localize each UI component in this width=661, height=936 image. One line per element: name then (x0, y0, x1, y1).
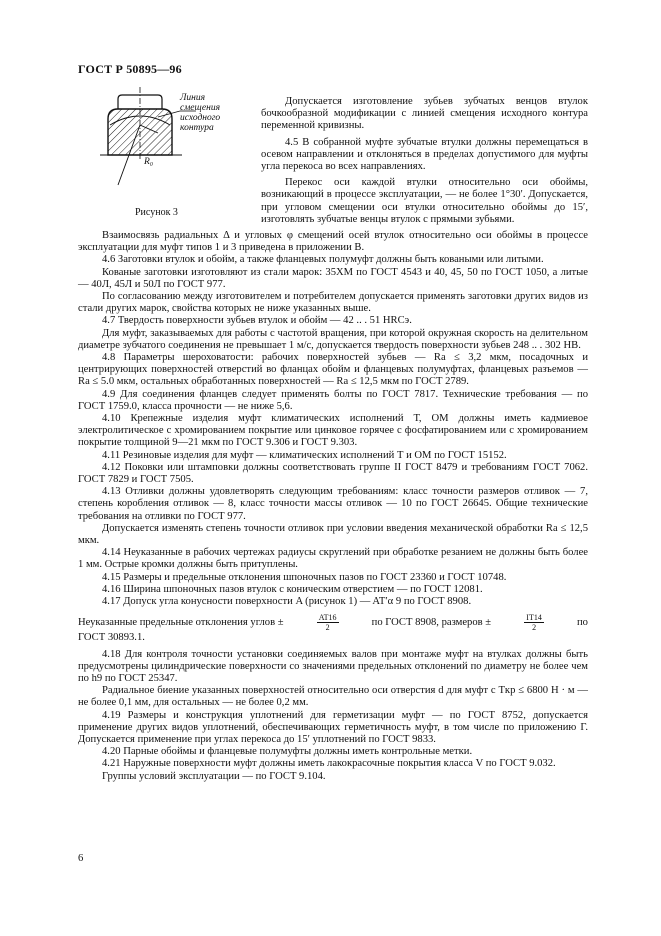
figure-label-line-2: смещения (180, 103, 220, 113)
paragraph: 4.19 Размеры и конструкция уплотнений для герметизации муфт — по ГОСТ 8752, допускается применение других видов уплотнений, обеспечивающих герметичность муфт, в том числе по приложению Г. Допускается применение при углах перекоса до 15′ уплотнений по ГОСТ 9833. (78, 709, 588, 745)
paragraph: 4.14 Неуказанные в рабочих чертежах радиусы скруглений при обработке резанием не должны быть более 1 мм. Острые кромки должны быть притуплены. (78, 547, 588, 571)
paragraph: 4.10 Крепежные изделия муфт климатических исполнений Т, ОМ должны иметь кадмиевое электролитическое с хромированием покрытие или цинковое горячее с фосфатированием или с хромированием покрытие толщиной 9—21 мкм по ГОСТ 9.306 и ГОСТ 9.303. (78, 413, 588, 449)
paragraph: Взаимосвязь радиальных Δ и угловых φ смещений осей втулок относительно оси обоймы в процессе эксплуатации для муфт типов 1 и 3 приведена в приложении В. (78, 230, 588, 254)
paragraph: 4.9 Для соединения фланцев следует применять болты по ГОСТ 7817. Технические требования — по ГОСТ 1759.0, класса прочности — не ниже 5,6. (78, 388, 588, 412)
page-header: ГОСТ Р 50895—96 (78, 62, 182, 76)
paragraph: Допускается изменять степень точности отливок при условии введения механической обработки Ra ≤ 12,5 мкм. (78, 522, 588, 547)
fraction-numerator: IT14 (526, 613, 542, 623)
paragraph: 4.18 Для контроля точности установки соединяемых валов при монтаже муфт на втулках должны быть предусмотрены цилиндрические поверхности со значениями предельных отклонений по диаметру не более чем по h9 по ГОСТ 25347. (78, 648, 588, 684)
paragraph: 4.11 Резиновые изделия для муфт — климатических исполнений Т и ОМ по ГОСТ 15152. (102, 449, 507, 461)
formula-continuation: ГОСТ 30893.1. (78, 632, 145, 644)
formula-text-1: Неуказанные предельные отклонения углов ± (78, 616, 284, 628)
paragraph: 4.5 В собранной муфте зубчатые втулки должны перемещаться в осевом направлении и отклоняться в пределах допустимого для муфты угла перекоса во всех направлениях. (261, 136, 588, 173)
figure-label-line-3: исходного (180, 113, 221, 123)
paragraph: 4.7 Твердость поверхности зубьев втулок и обойм — 42 .. . 51 HRCэ. (102, 315, 412, 327)
figure-label-line-4: контура (180, 123, 214, 133)
paragraph: 4.6 Заготовки втулок и обойм, а также фланцевых полумуфт должны быть коваными или литыми. (102, 254, 544, 266)
paragraph: Для муфт, заказываемых для работы с частотой вращения, при которой окружная скорость на делительном диаметре зубчатого соединения не превышает 1 м/с, допускается твердость поверхности зубьев 248 .. . 302 НВ. (78, 327, 588, 351)
tolerance-formula (78, 613, 588, 632)
paragraph: 4.12 Поковки или штамповки должны соответствовать группе II ГОСТ 8479 и требованиям ГОСТ 7062. ГОСТ 7829 и ГОСТ 7505. (78, 461, 588, 486)
fraction-denominator: 2 (532, 623, 537, 633)
paragraph: 4.20 Парные обоймы и фланцевые полумуфты должны иметь контрольные метки. (102, 746, 473, 758)
fraction-at16 (317, 613, 339, 632)
paragraph: Кованые заготовки изготовляют из стали марок: 35ХМ по ГОСТ 4543 и 40, 45, 50 по ГОСТ 1050, а литые — 40Л, 45Л и 50Л по ГОСТ 977. (78, 266, 588, 290)
figure-label-line-1: Линия (180, 93, 206, 103)
paragraph: 4.8 Параметры шероховатости: рабочих поверхностей зубьев — Ra ≤ 3,2 мкм, посадочных и центрирующих поверхностей отверстий во фланцах обойм и фланцевых полумуфтах, фланцевых разъемов — Ra ≤ 5.0 мкм, остальных обработанных поверхностей — Ra ≤ 12,5 мкм по ГОСТ 2789. (78, 352, 588, 388)
paragraph: Радиальное биение указанных поверхностей относительно оси отверстия d для муфт с Tкр ≤ 6800 Н · м — не более 0,1 мм, для остальных — не более 0,2 мм. (78, 685, 588, 709)
side-text-column (261, 96, 588, 226)
formula-text-2: по ГОСТ 8908, размеров ± (371, 616, 492, 628)
paragraph: 4.17 Допуск угла конусности поверхности A (рисунок 1) — AT′α 9 по ГОСТ 8908. (102, 596, 472, 608)
main-text-column (78, 230, 588, 783)
fraction-numerator: AT16 (318, 613, 337, 623)
paragraph: 4.15 Размеры и предельные отклонения шпоночных пазов по ГОСТ 23360 и ГОСТ 10748. (102, 571, 507, 583)
paragraph: 4.16 Ширина шпоночных пазов втулок с коническим отверстием — по ГОСТ 12081. (102, 583, 483, 595)
figure-radius-label: R₀ (144, 157, 154, 167)
fraction-it14 (524, 613, 544, 632)
formula-text-3: по (577, 616, 588, 628)
paragraph: 4.21 Наружные поверхности муфт должны иметь лакокрасочные покрытия класса V по ГОСТ 9.032. (102, 758, 556, 770)
paragraph: Перекос оси каждой втулки относительно оси обоймы, возникающий в процессе эксплуатации, — не более 1°30′. Допускается, при угловом смещении оси втулки относительно обоймы до 15′, изготовлять зубчатые венцы втулок с прямыми зубьями. (261, 177, 588, 225)
fraction-denominator: 2 (325, 623, 330, 633)
paragraph: Группы условий эксплуатации — по ГОСТ 9.104. (102, 770, 326, 782)
paragraph: Допускается изготовление зубьев зубчатых венцов втулок бочкообразной модификации с линией смещения исходного контура переменной кривизны. (261, 96, 588, 132)
page-number: 6 (78, 853, 84, 864)
paragraph: 4.13 Отливки должны удовлетворять следующим требованиям: класс точности размеров отливок — 7, степень коробления отливок — 8, класс точности массы отливок — 10 по ГОСТ 26645. Общие технические требования на отливки по ГОСТ 977. (78, 486, 588, 522)
paragraph: По согласованию между изготовителем и потребителем допускается применять заготовки других видов из стали других марок, свойства которых не ниже указанных выше. (78, 291, 588, 315)
figure-caption: Рисунок 3 (135, 207, 178, 218)
